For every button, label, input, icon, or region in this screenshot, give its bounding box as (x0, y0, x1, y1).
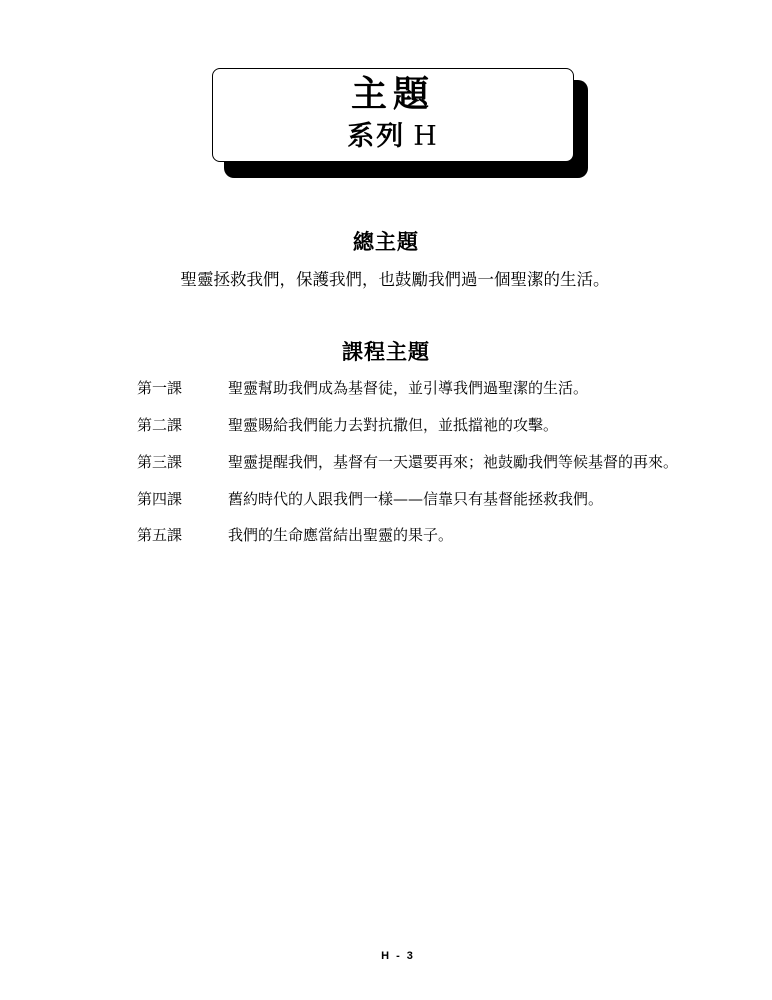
lesson-row (0, 523, 772, 547)
overall-theme-heading: 總主題 (353, 230, 419, 254)
series-label: 系列 (347, 121, 406, 152)
page-title: 主題 (350, 74, 435, 115)
lesson-row (0, 487, 772, 511)
page-number: H - 3 (381, 950, 415, 962)
lesson-text: 聖靈幫助我們成為基督徒，並引導我們過聖潔的生活。 (228, 379, 589, 397)
lesson-label: 第三課 (137, 453, 183, 471)
lesson-label: 第五課 (137, 526, 183, 544)
lesson-text: 聖靈提醒我們，基督有一天還要再來；祂鼓勵我們等候基督的再來。 (228, 453, 679, 471)
lesson-row (0, 376, 772, 400)
lesson-label: 第四課 (137, 490, 183, 508)
lesson-label: 第二課 (137, 416, 183, 434)
lesson-row (0, 413, 772, 437)
overall-theme-text: 聖靈拯救我們，保護我們，也鼓勵我們過一個聖潔的生活。 (180, 270, 610, 289)
lesson-label: 第一課 (137, 379, 183, 397)
title-box-frame (212, 68, 574, 162)
series-code: H (413, 121, 439, 152)
lesson-text: 聖靈賜給我們能力去對抗撒但，並抵擋祂的攻擊。 (228, 416, 559, 434)
lesson-themes-heading: 課程主題 (342, 340, 430, 364)
lesson-text: 舊約時代的人跟我們一樣——信靠只有基督能拯救我們。 (228, 490, 604, 508)
series-title (213, 119, 573, 155)
lesson-text: 我們的生命應當結出聖靈的果子。 (228, 526, 454, 544)
lesson-row (0, 450, 772, 474)
title-box (212, 68, 588, 178)
